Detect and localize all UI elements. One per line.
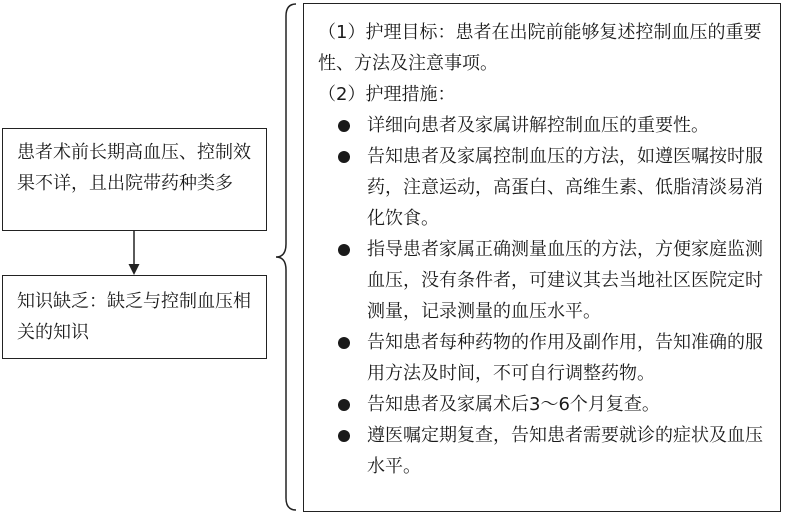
list-item [318, 110, 774, 141]
list-item-text: 告知患者及家属术后3～6个月复查。 [367, 394, 660, 415]
list-item [318, 141, 774, 234]
nursing-measures-title: （2）护理措施： [318, 84, 456, 105]
list-item-text: 告知患者每种药物的作用及副作用，告知准确的服用方法及时间，不可自行调整药物。 [367, 332, 763, 384]
list-item [318, 420, 774, 482]
bullet-icon [338, 120, 350, 132]
diagnosis-text: 知识缺乏：缺乏与控制血压相关的知识 [17, 291, 251, 343]
nursing-goal: （1）护理目标：患者在出院前能够复述控制血压的重要性、方法及注意事项。 [318, 22, 762, 74]
bullet-icon [338, 430, 350, 442]
problem-box [2, 128, 267, 231]
list-item-text: 详细向患者及家属讲解控制血压的重要性。 [367, 115, 709, 136]
problem-text: 患者术前长期高血压、控制效果不详，且出院带药种类多 [17, 142, 251, 194]
list-item-text: 遵医嘱定期复查，告知患者需要就诊的症状及血压水平。 [367, 425, 763, 477]
list-item-text: 告知患者及家属控制血压的方法，如遵医嘱按时服药，注意运动，高蛋白、高维生素、低脂清淡易消化饮食。 [367, 146, 763, 229]
bullet-icon [338, 337, 350, 349]
list-item-text: 指导患者家属正确测量血压的方法，方便家庭监测血压，没有条件者，可建议其去当地社区医院定时测量，记录测量的血压水平。 [367, 239, 763, 322]
bullet-icon [338, 151, 350, 163]
diagnosis-box [2, 275, 267, 359]
list-item [318, 389, 774, 420]
nursing-plan-box [303, 3, 781, 512]
list-item [318, 234, 774, 327]
list-item [318, 327, 774, 389]
arrow-head [129, 264, 140, 275]
nursing-measures-list [318, 110, 774, 482]
curly-brace [276, 4, 296, 510]
bullet-icon [338, 399, 350, 411]
bullet-icon [338, 244, 350, 256]
